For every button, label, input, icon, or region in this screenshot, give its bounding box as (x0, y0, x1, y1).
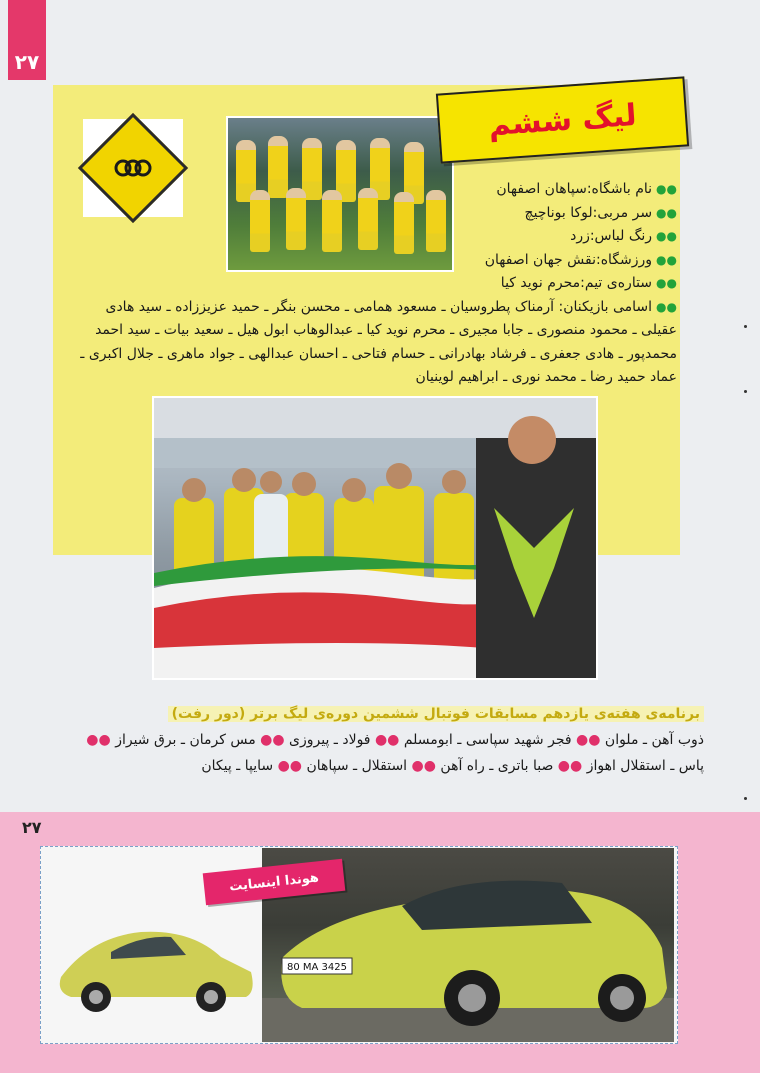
bullet-icon: ●● (656, 299, 677, 314)
info-kit: ●●رنگ لباس:زرد (570, 228, 677, 244)
schedule-match: ذوب آهن ـ ملوان (604, 732, 704, 748)
bullet-icon: ●● (656, 276, 677, 290)
schedule-match: پاس ـ استقلال اهواز (586, 758, 704, 774)
bullet-icon: ●● (656, 229, 677, 243)
binding-dot (744, 797, 747, 800)
bullet-icon: ●● (277, 758, 302, 774)
match-photo-illustration (154, 398, 596, 678)
info-players: ●●اسامی بازیکنان: آرمناک پطروسیان ـ مسعود همامی ـ محسن بنگر ـ حمید عزیززاده ـ سید هادی عقیلی ـ محمود منصوری ـ جابا مجیری ـ محرم نوید کیا ـ عبدالوهاب ابول هیل ـ سعید بیات ـ سید احمد محمدپور ـ هادی جعفری ـ فرشاد بهادرانی ـ حسام فتاحی ـ احسان عبدالهی ـ جواد ماهری ـ جلال اکبری ـ عماد حمید رضا ـ محمد نوری ـ ابراهیم لوینیان (80, 298, 677, 385)
license-plate: 80 MA 3425 (287, 962, 347, 973)
schedule-match: مس کرمان ـ برق شیراز (115, 732, 256, 748)
match-photo (152, 396, 598, 680)
schedule-match: استقلال ـ سپاهان (306, 758, 408, 774)
binding-dot (744, 325, 747, 328)
bullet-icon: ●● (576, 732, 601, 748)
bullet-icon: ●● (656, 205, 677, 220)
info-star: ●●ستاره‌ی تیم:محرم نوید کیا (500, 275, 677, 291)
bullet-icon: ●● (656, 182, 677, 196)
page-number-bottom: ۲۷ (22, 818, 42, 837)
schedule-line-1 (86, 732, 704, 748)
bullet-icon: ●● (374, 732, 400, 748)
info-stadium: ●●ورزشگاه:نقش جهان اصفهان (484, 251, 677, 268)
section-title: لیگ ششم (487, 97, 638, 143)
bullet-icon: ●● (260, 732, 285, 748)
schedule-match: سایپا ـ پیکان (201, 758, 274, 774)
info-coach: ●●سر مربی:لوکا بوناچیچ (524, 204, 677, 221)
team-info-list (77, 178, 677, 390)
info-club: ●●نام باشگاه:سپاهان اصفهان (496, 181, 677, 197)
car-side-illustration (51, 897, 261, 1037)
bullet-icon: ●● (411, 758, 436, 774)
schedule-line-2 (201, 758, 704, 774)
binding-dot (744, 390, 747, 393)
page-number-tab (8, 0, 46, 80)
schedule-match: فجر شهید سپاسی ـ ابومسلم (403, 732, 572, 748)
schedule-match: صبا باتری ـ راه آهن (440, 758, 554, 774)
schedule-match: فولاد ـ پیروزی (289, 732, 371, 748)
bullet-icon: ●● (86, 732, 111, 748)
schedule-title: برنامه‌ی هفته‌ی یازدهم مسابقات فوتبال ششمین دوره‌ی لیگ برتر (دور رفت) (168, 706, 704, 722)
bullet-icon: ●● (557, 758, 583, 774)
car-label: هوندا اینسایت (203, 859, 346, 905)
page-number: ۲۷ (14, 50, 40, 74)
bullet-icon: ●● (656, 252, 677, 267)
